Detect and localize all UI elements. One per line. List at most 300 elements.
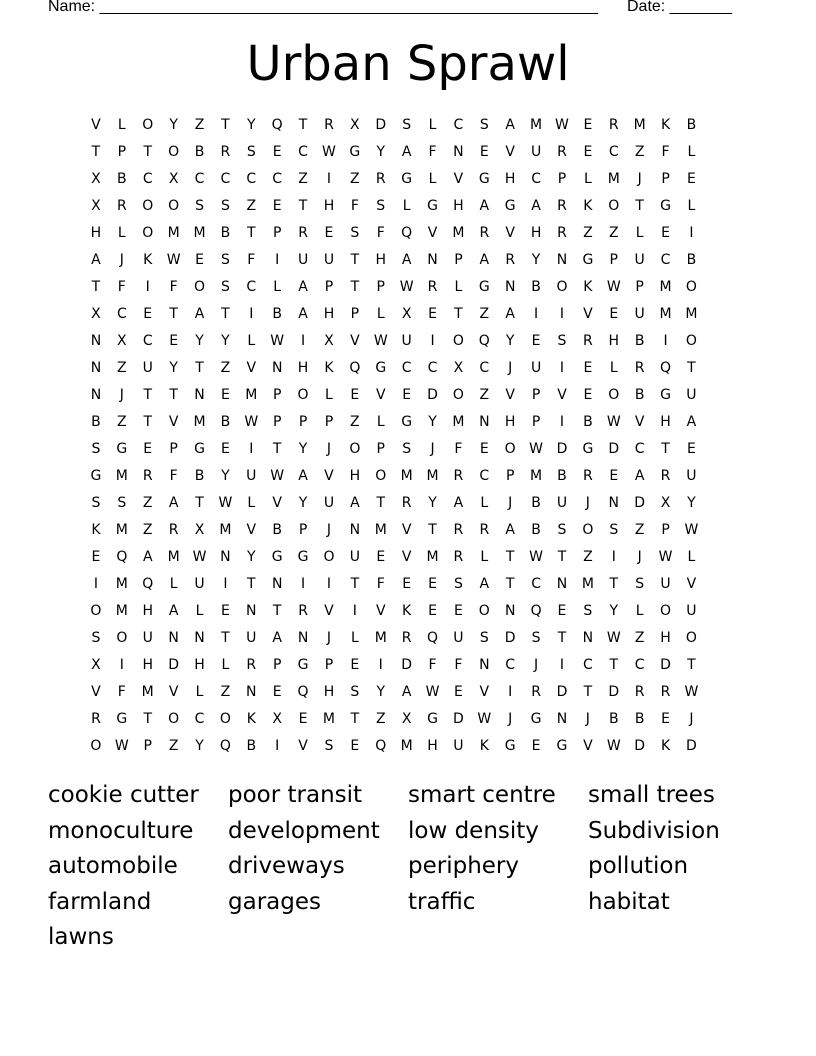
grid-letter: B [531,278,541,295]
grid-letter: S [402,440,412,457]
grid-letter: M [115,467,128,484]
grid-letter: Q [142,575,154,592]
word-item: garages [228,888,321,915]
grid-letter: K [246,710,256,727]
grid-letter: K [91,521,101,538]
grid-letter: W [529,440,543,457]
grid-letter: G [504,197,516,214]
grid-row [83,300,704,327]
grid-letter: Z [298,170,308,187]
grid-letter: A [531,197,541,214]
grid-letter: N [556,710,568,727]
grid-letter: U [194,575,205,592]
grid-letter: R [453,467,464,484]
grid-letter: Y [531,251,541,268]
grid-letter: C [427,359,438,376]
grid-letter: T [557,548,567,565]
grid-letter: N [427,251,438,268]
grid-letter: S [91,629,101,646]
grid-row [83,705,704,732]
grid-row [83,597,704,624]
grid-letter: G [116,710,128,727]
grid-letter: H [323,197,335,214]
grid-letter: P [557,170,567,187]
grid-letter: I [689,224,694,241]
grid-letter: P [272,386,282,403]
grid-letter: C [298,143,308,160]
grid-letter: O [219,710,231,727]
grid-letter: G [194,440,205,457]
grid-letter: K [660,737,671,754]
grid-letter: R [324,116,334,133]
grid-letter: M [530,116,543,133]
grid-letter: E [453,683,463,700]
grid-letter: S [402,116,412,133]
grid-letter: G [427,710,438,727]
grid-letter: C [453,116,464,133]
grid-letter: A [298,278,308,295]
grid-letter: X [91,197,101,214]
grid-letter: R [453,548,464,565]
grid-letter: B [531,521,541,538]
grid-letter: P [661,521,670,538]
grid-letter: I [326,170,332,187]
grid-letter: E [272,143,282,160]
grid-letter: G [582,440,594,457]
grid-letter: E [272,683,282,700]
grid-letter: M [426,548,439,565]
grid-letter: G [660,197,671,214]
grid-letter: V [479,683,490,700]
grid-letter: I [559,305,565,322]
grid-letter: H [90,224,102,241]
grid-letter: T [143,710,152,727]
grid-letter: C [246,278,257,295]
grid-letter: E [479,143,489,160]
grid-letter: P [272,413,282,430]
grid-letter: D [660,656,671,673]
grid-letter: X [272,710,282,727]
grid-letter: K [583,197,593,214]
grid-letter: E [583,143,593,160]
grid-letter: Z [117,359,127,376]
grid-letter: C [505,656,516,673]
grid-letter: T [169,305,178,322]
grid-letter: P [635,278,644,295]
grid-letter: P [324,413,334,430]
grid-letter: M [659,278,672,295]
grid-letter: I [93,575,99,592]
grid-letter: P [454,251,463,268]
grid-letter: A [168,602,179,619]
grid-letter: U [660,575,671,592]
grid-letter: Y [505,332,515,349]
grid-letter: X [168,170,179,187]
grid-letter: L [687,197,696,214]
grid-row [83,327,704,354]
grid-letter: I [352,602,357,619]
grid-letter: R [401,629,412,646]
grid-letter: V [505,143,515,160]
grid-letter: N [556,575,568,592]
grid-letter: H [660,413,671,430]
grid-letter: M [685,305,698,322]
grid-letter: S [220,251,230,268]
grid-row [83,570,704,597]
grid-letter: S [91,440,101,457]
grid-letter: G [297,656,309,673]
grid-row [83,354,704,381]
grid-letter: P [531,413,541,430]
grid-letter: P [505,467,515,484]
grid-letter: N [90,386,102,403]
grid-letter: V [375,386,386,403]
grid-letter: E [91,548,101,565]
grid-letter: T [272,440,282,457]
grid-letter: O [478,602,490,619]
grid-letter: Y [247,548,256,565]
grid-letter: J [689,710,694,727]
grid-letter: Y [428,413,437,430]
grid-letter: O [193,278,206,295]
grid-letter: O [168,143,180,160]
grid-letter: D [375,116,387,133]
grid-letter: W [477,710,492,727]
grid-letter: F [247,251,256,268]
grid-letter: T [91,278,101,295]
grid-letter: P [272,224,282,241]
grid-letter: E [298,710,308,727]
grid-letter: V [401,521,412,538]
date-field-label: Date: _______ [627,0,732,15]
grid-letter: M [452,224,465,241]
grid-letter: E [402,386,412,403]
grid-letter: M [141,683,154,700]
grid-letter: N [220,548,231,565]
grid-letter: O [660,602,672,619]
grid-letter: O [608,197,620,214]
grid-letter: B [686,116,697,133]
grid-letter: R [583,332,593,349]
letter-grid [83,111,704,759]
grid-letter: K [143,251,153,268]
grid-letter: Y [376,683,386,700]
grid-letter: F [376,224,385,241]
grid-letter: O [168,710,180,727]
grid-letter: O [90,737,102,754]
grid-letter: S [479,116,489,133]
grid-row [83,624,704,651]
grid-letter: M [115,575,128,592]
grid-letter: B [557,467,567,484]
grid-letter: J [637,170,642,187]
grid-letter: M [245,386,258,403]
grid-letter: R [557,224,567,241]
grid-letter: U [686,467,697,484]
grid-letter: O [685,629,697,646]
grid-letter: J [637,548,642,565]
grid-letter: P [376,278,385,295]
grid-letter: C [272,170,283,187]
grid-letter: L [221,656,230,673]
grid-letter: N [479,656,490,673]
grid-letter: I [663,332,668,349]
grid-letter: V [350,332,360,349]
grid-letter: F [454,656,463,673]
grid-letter: H [530,224,542,241]
grid-letter: H [504,413,516,430]
grid-letter: R [246,656,257,673]
grid-letter: L [454,278,463,295]
grid-row [83,462,704,489]
grid-letter: H [349,467,361,484]
grid-letter: W [270,467,285,484]
grid-letter: T [195,494,204,511]
grid-letter: S [220,278,230,295]
grid-letter: V [505,386,515,403]
grid-letter: M [193,224,206,241]
grid-letter: G [116,440,128,457]
grid-letter: I [326,575,332,592]
grid-letter: V [91,683,101,700]
grid-letter: J [508,359,513,376]
grid-letter: M [607,170,620,187]
grid-letter: M [452,413,465,430]
grid-letter: R [453,521,464,538]
grid-letter: U [246,467,257,484]
grid-letter: L [273,278,282,295]
grid-letter: M [322,710,335,727]
grid-letter: F [350,197,359,214]
grid-letter: O [556,278,568,295]
grid-letter: X [401,305,412,322]
grid-letter: V [272,494,282,511]
grid-letter: X [350,116,360,133]
grid-letter: F [169,467,178,484]
grid-letter: V [246,521,257,538]
grid-letter: J [508,494,513,511]
word-item: automobile [48,853,178,879]
grid-row [83,165,704,192]
grid-letter: U [142,359,153,376]
grid-letter: Z [583,548,593,565]
grid-letter: Y [298,494,308,511]
grid-letter: C [142,170,153,187]
grid-letter: R [479,224,490,241]
grid-letter: H [297,359,309,376]
grid-letter: B [272,305,282,322]
word-bank [48,778,768,956]
grid-letter: C [194,170,205,187]
grid-letter: D [608,440,620,457]
grid-letter: B [272,521,282,538]
grid-letter: S [479,629,489,646]
grid-letter: V [686,575,697,592]
grid-letter: A [272,629,282,646]
grid-letter: E [609,467,619,484]
grid-letter: U [530,143,542,160]
grid-letter: X [401,710,412,727]
grid-letter: Z [220,683,231,700]
grid-letter: A [453,494,464,511]
grid-letter: O [142,197,154,214]
grid-letter: V [246,359,257,376]
grid-letter: B [220,413,231,430]
grid-letter: F [169,278,178,295]
word-item: periphery [408,853,519,879]
grid-letter: W [606,413,621,430]
grid-letter: A [194,305,205,322]
grid-letter: D [168,656,179,673]
grid-letter: P [324,278,334,295]
grid-letter: A [479,251,490,268]
grid-letter: P [298,413,308,430]
grid-row [83,543,704,570]
grid-letter: A [91,251,101,268]
grid-letter: V [401,548,412,565]
grid-letter: B [634,710,645,727]
grid-letter: Z [168,737,179,754]
grid-letter: M [115,602,128,619]
grid-letter: T [428,521,437,538]
grid-letter: T [350,575,360,592]
page-title: Urban Sprawl [246,36,570,92]
grid-letter: K [479,737,489,754]
grid-letter: R [634,359,645,376]
grid-letter: E [583,116,593,133]
grid-letter: D [427,386,438,403]
grid-letter: E [195,251,204,268]
grid-letter: C [194,710,205,727]
grid-letter: F [117,683,126,700]
grid-letter: L [169,575,178,592]
grid-letter: U [323,251,335,268]
grid-letter: O [90,602,102,619]
grid-letter: H [660,629,671,646]
grid-letter: B [194,143,205,160]
grid-letter: T [143,143,152,160]
grid-letter: R [116,197,127,214]
grid-letter: J [326,629,332,646]
grid-letter: A [479,575,490,592]
grid-letter: R [375,170,386,187]
grid-letter: U [453,629,464,646]
grid-letter: R [660,683,671,700]
grid-letter: V [453,170,464,187]
grid-letter: C [660,251,671,268]
grid-letter: J [119,251,124,268]
grid-letter: Q [219,737,231,754]
grid-letter: N [246,683,257,700]
grid-row [83,435,704,462]
grid-letter: V [375,602,386,619]
grid-letter: T [350,710,360,727]
grid-letter: B [91,413,101,430]
grid-letter: Y [221,332,230,349]
grid-letter: W [322,143,336,160]
grid-letter: Z [117,413,127,430]
grid-letter: O [582,521,594,538]
grid-letter: O [116,629,128,646]
grid-letter: M [167,224,180,241]
grid-letter: S [609,521,619,538]
grid-letter: I [430,332,435,349]
grid-letter: O [685,278,697,295]
grid-letter: E [272,197,282,214]
grid-letter: Z [608,224,619,241]
grid-letter: I [559,359,565,376]
grid-letter: U [297,251,309,268]
grid-letter: I [611,548,616,565]
grid-letter: N [608,494,619,511]
grid-letter: E [609,305,619,322]
grid-letter: T [661,440,670,457]
grid-letter: W [425,683,440,700]
grid-letter: G [427,197,438,214]
grid-letter: T [376,494,386,511]
grid-letter: I [275,737,280,754]
grid-letter: W [684,683,699,700]
grid-letter: G [504,737,516,754]
grid-letter: T [635,197,644,214]
grid-letter: Q [375,737,387,754]
grid-letter: V [583,305,593,322]
grid-letter: A [298,467,308,484]
grid-letter: L [195,683,204,700]
grid-letter: T [609,575,619,592]
grid-letter: Z [142,521,153,538]
grid-letter: U [349,548,360,565]
grid-letter: H [453,197,464,214]
grid-letter: U [453,737,464,754]
grid-letter: N [246,602,257,619]
grid-letter: F [428,656,437,673]
grid-letter: G [478,170,490,187]
grid-letter: A [401,143,412,160]
grid-letter: C [634,656,645,673]
grid-letter: L [195,602,204,619]
grid-letter: E [583,386,593,403]
grid-letter: P [376,440,385,457]
word-item: lawns [48,924,114,950]
grid-letter: S [583,602,593,619]
grid-letter: E [531,737,541,754]
grid-letter: L [480,494,489,511]
grid-letter: X [453,359,464,376]
grid-letter: G [271,548,283,565]
grid-letter: F [376,575,385,592]
grid-letter: Z [375,710,386,727]
grid-letter: M [400,467,413,484]
grid-letter: W [658,548,673,565]
grid-letter: E [402,575,412,592]
grid-letter: P [169,440,178,457]
grid-row [83,111,704,138]
grid-letter: G [349,143,361,160]
grid-letter: Z [350,413,360,430]
grid-letter: X [324,332,334,349]
grid-letter: F [117,278,126,295]
grid-letter: J [585,494,590,511]
grid-letter: S [350,224,360,241]
grid-letter: U [142,629,153,646]
grid-letter: E [376,548,386,565]
grid-letter: W [166,251,181,268]
grid-letter: U [686,386,697,403]
grid-letter: L [376,413,385,430]
grid-letter: R [505,251,516,268]
grid-letter: I [301,575,306,592]
